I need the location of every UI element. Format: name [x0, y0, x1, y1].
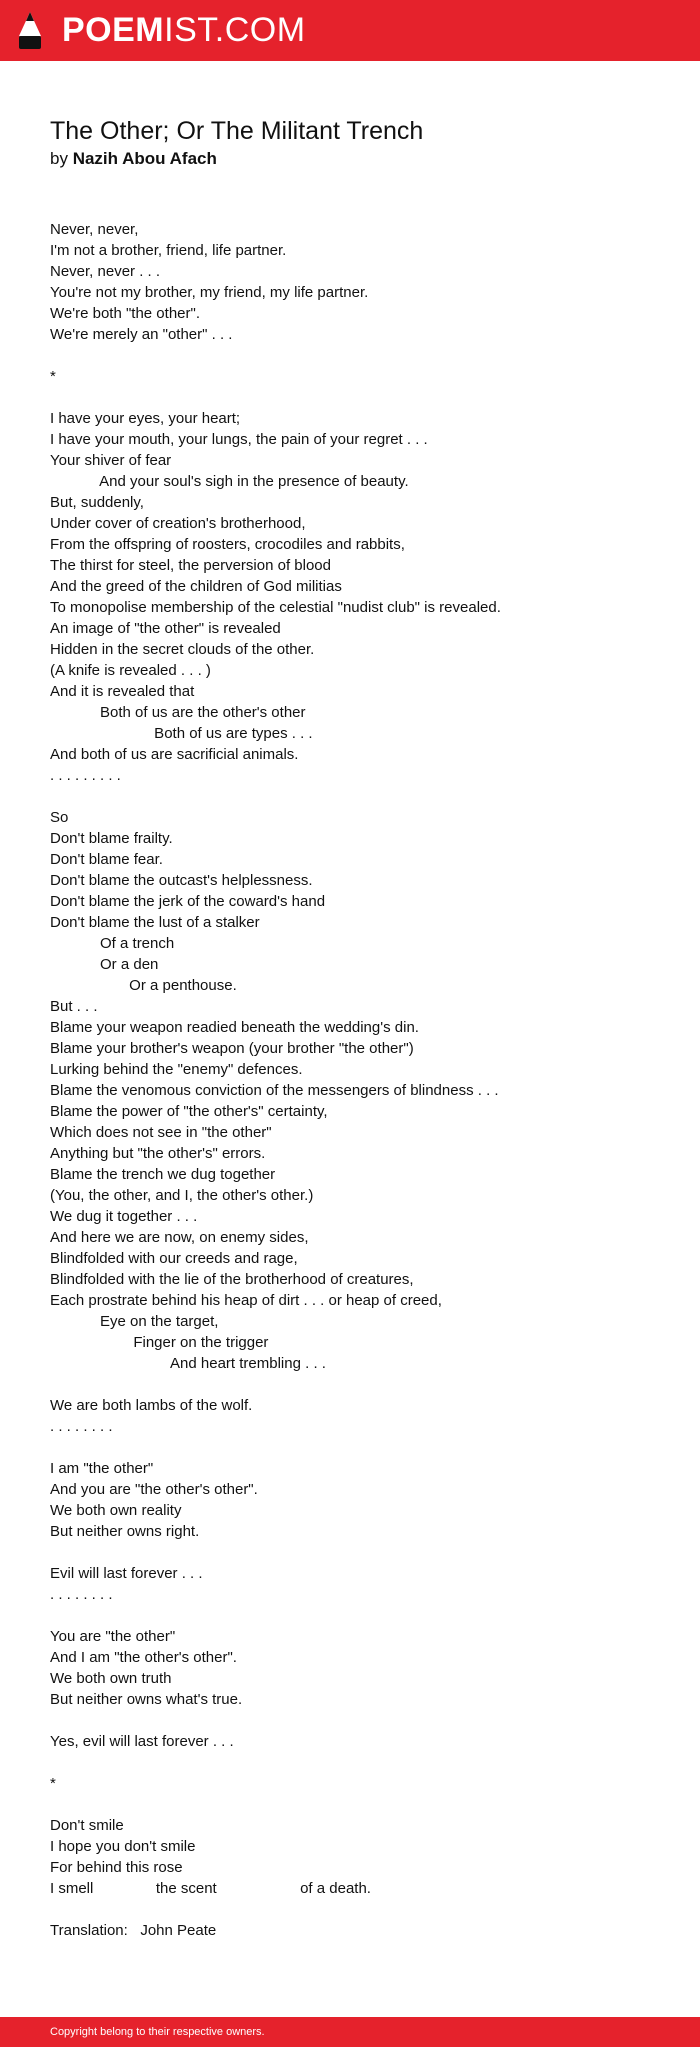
poem-line: Eye on the target,	[50, 1313, 219, 1330]
logo-bold-text: POEM	[62, 11, 165, 49]
poem-line: I hope you don't smile	[50, 1838, 196, 1855]
stanza-break	[50, 1794, 690, 1815]
poem-line: Blame your weapon readied beneath the wedding's din.	[50, 1019, 419, 1036]
stanza-break	[50, 786, 690, 807]
poem-line: Blame your brother's weapon (your brother "the other")	[50, 1040, 414, 1057]
poem-line: Finger on the trigger	[50, 1334, 269, 1351]
poem-line: Never, never . . .	[50, 263, 161, 280]
poem-line: Both of us are types . . .	[50, 725, 313, 742]
poem-line: I have your eyes, your heart;	[50, 410, 241, 427]
poem-line: (You, the other, and I, the other's other.)	[50, 1187, 314, 1204]
poem-line: Don't blame fear.	[50, 851, 163, 868]
poem-line: To monopolise membership of the celestial "nudist club" is revealed.	[50, 599, 501, 616]
poem-line: We're merely an "other" . . .	[50, 326, 233, 343]
poem-line: And you are "the other's other".	[50, 1481, 258, 1498]
poem-line: Each prostrate behind his heap of dirt . . . or heap of creed,	[50, 1292, 442, 1309]
poem-line: But, suddenly,	[50, 494, 144, 511]
poem-line: Blame the power of "the other's" certainty,	[50, 1103, 328, 1120]
poem-line: And your soul's sigh in the presence of beauty.	[50, 473, 409, 490]
logo-light-text: IST.COM	[164, 11, 306, 49]
stanza-break	[50, 1605, 690, 1626]
poem-line: And I am "the other's other".	[50, 1649, 237, 1666]
byline	[50, 148, 217, 170]
poem-line: Your shiver of fear	[50, 452, 172, 469]
poem-line: For behind this rose	[50, 1859, 183, 1876]
poem-line: *	[50, 368, 56, 385]
poem-line: Don't blame the lust of a stalker	[50, 914, 260, 931]
poem-line: Don't blame the outcast's helplessness.	[50, 872, 313, 889]
poem-line: (A knife is revealed . . . )	[50, 662, 211, 679]
poem-line: *	[50, 1775, 56, 1792]
poem-line: Never, never,	[50, 221, 139, 238]
stanza-break	[50, 1437, 690, 1458]
poem-line: You're not my brother, my friend, my life partner.	[50, 284, 369, 301]
stanza-break	[50, 1710, 690, 1731]
poem-line: Lurking behind the "enemy" defences.	[50, 1061, 303, 1078]
poem-line: . . . . . . . . .	[50, 767, 121, 784]
poem-line: Blame the venomous conviction of the messengers of blindness . . .	[50, 1082, 499, 1099]
poem-line: Both of us are the other's other	[50, 704, 306, 721]
stanza-break	[50, 1752, 690, 1773]
poem-line: We're both "the other".	[50, 305, 200, 322]
poem-line: And the greed of the children of God militias	[50, 578, 342, 595]
poem-line: Blindfolded with the lie of the brotherhood of creatures,	[50, 1271, 414, 1288]
poem-line: Blindfolded with our creeds and rage,	[50, 1250, 298, 1267]
poem-line: I smell the scent of a death.	[50, 1880, 371, 1897]
poem-line: I am "the other"	[50, 1460, 154, 1477]
poem-line: Under cover of creation's brotherhood,	[50, 515, 306, 532]
poem-line: I have your mouth, your lungs, the pain of your regret . . .	[50, 431, 428, 448]
poem-line: . . . . . . . .	[50, 1418, 113, 1435]
poem-line: Anything but "the other's" errors.	[50, 1145, 266, 1162]
poem-line: We both own truth	[50, 1670, 172, 1687]
poem-title: The Other; Or The Militant Trench	[50, 117, 424, 145]
poem-line: Or a den	[50, 956, 159, 973]
poem-line: Of a trench	[50, 935, 175, 952]
poem-line: I'm not a brother, friend, life partner.	[50, 242, 287, 259]
poem-line: Blame the trench we dug together	[50, 1166, 276, 1183]
poem-line: Translation: John Peate	[50, 1922, 217, 1939]
poem-line: Or a penthouse.	[50, 977, 237, 994]
poem-line: So	[50, 809, 69, 826]
poem-line: Don't blame the jerk of the coward's hand	[50, 893, 326, 910]
stanza-break	[50, 1899, 690, 1920]
poem-line: But . . .	[50, 998, 98, 1015]
copyright-notice: Copyright belong to their respective owners.	[50, 2026, 265, 2038]
poem-line: We are both lambs of the wolf.	[50, 1397, 253, 1414]
stanza-break	[50, 1374, 690, 1395]
poem-line: . . . . . . . .	[50, 1586, 113, 1603]
poem-line: And heart trembling . . .	[50, 1355, 326, 1372]
poem-line: Evil will last forever . . .	[50, 1565, 203, 1582]
stanza-break	[50, 345, 690, 366]
site-footer	[0, 2017, 700, 2047]
poem-line: But neither owns what's true.	[50, 1691, 243, 1708]
by-label: by	[50, 149, 68, 168]
stanza-break	[50, 1542, 690, 1563]
pencil-tip-icon[interactable]	[17, 11, 43, 51]
poem-line: From the offspring of roosters, crocodiles and rabbits,	[50, 536, 405, 553]
poem-line: An image of "the other" is revealed	[50, 620, 281, 637]
poem-line: The thirst for steel, the perversion of blood	[50, 557, 331, 574]
poem-line: Which does not see in "the other"	[50, 1124, 272, 1141]
site-logo[interactable]	[62, 10, 306, 50]
author-name: Nazih Abou Afach	[72, 149, 217, 168]
site-header	[0, 0, 700, 61]
poem-line: Yes, evil will last forever . . .	[50, 1733, 234, 1750]
poem-line: Hidden in the secret clouds of the other.	[50, 641, 315, 658]
stanza-break	[50, 387, 690, 408]
poem-line: And both of us are sacrificial animals.	[50, 746, 299, 763]
poem-line: And here we are now, on enemy sides,	[50, 1229, 309, 1246]
poem-line: And it is revealed that	[50, 683, 195, 700]
poem-line: You are "the other"	[50, 1628, 176, 1645]
poem-line: Don't smile	[50, 1817, 124, 1834]
poem-line: Don't blame frailty.	[50, 830, 173, 847]
poem-line: We both own reality	[50, 1502, 182, 1519]
poem-line: We dug it together . . .	[50, 1208, 198, 1225]
poem-body	[50, 219, 690, 1941]
poem-line: But neither owns right.	[50, 1523, 200, 1540]
